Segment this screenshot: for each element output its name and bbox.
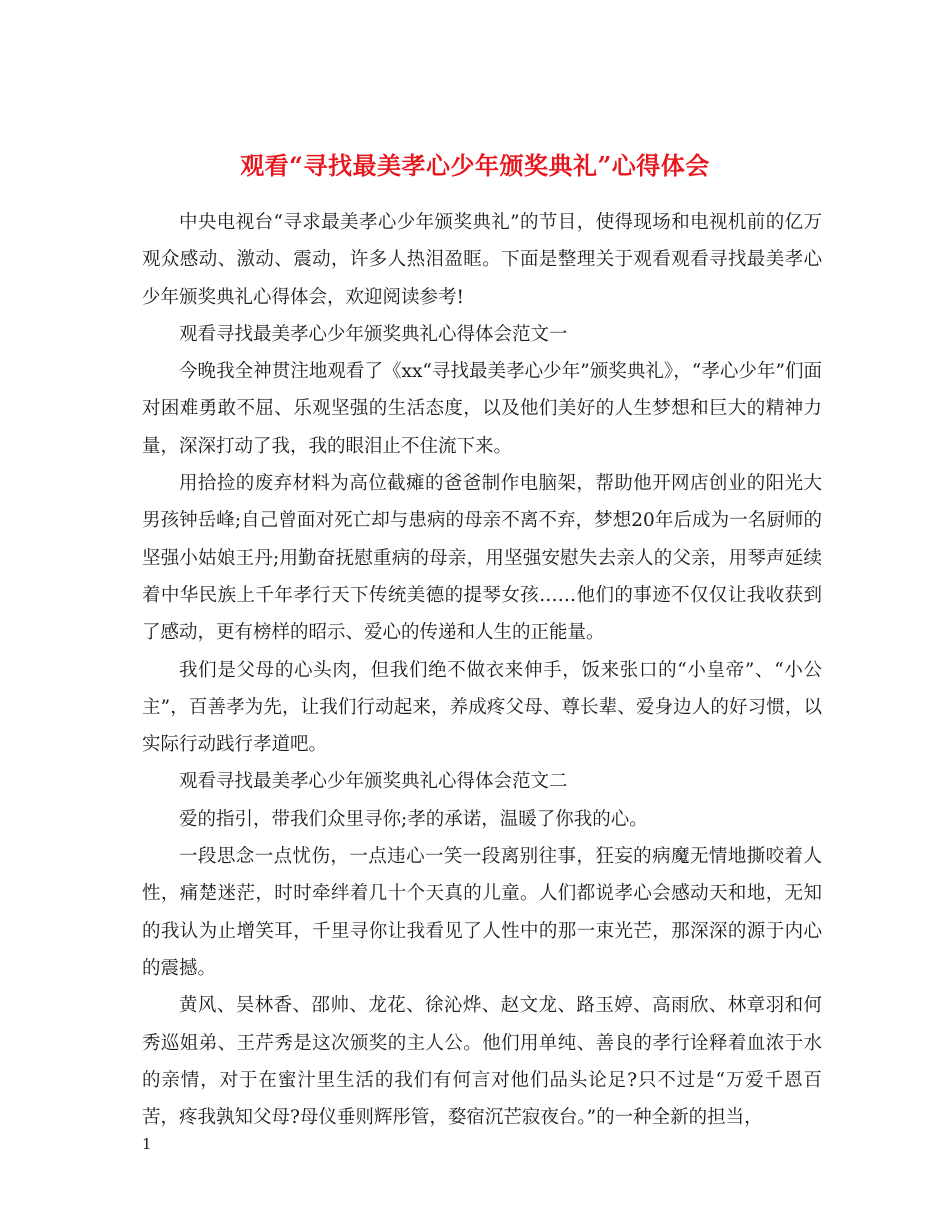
paragraph: 我们是父母的心头肉，但我们绝不做衣来伸手，饭来张口的“小皇帝”、“小公主”，百善孝为先，让我们行动起来，养成疼父母、尊长辈、爱身边人的好习惯，以实际行动践行孝道吧。 — [142, 659, 822, 756]
section-heading-essay-two: 观看寻找最美孝心少年颁奖典礼心得体会范文二 — [179, 771, 568, 793]
paragraph: 爱的指引，带我们众里寻你;孝的承诺，温暖了你我的心。 — [179, 808, 648, 830]
paragraph: 今晚我全神贯注地观看了《xx“寻找最美孝心少年”颁奖典礼》，“孝心少年”们面对困难勇敢不屈、乐观坚强的生活态度，以及他们美好的人生梦想和巨大的精神力量，深深打动了我，我的眼泪止不住流下来。 — [142, 361, 822, 457]
paragraph: 黄风、吴林香、邵帅、龙花、徐沁烨、赵文龙、路玉婷、高雨欣、林章羽和何秀巡姐弟、王芹秀是这次颁奖的主人公。他们用单纯、善良的孝行诠释着血浓于水的亲情，对于在蜜汁里生活的我们有何言对他们品头论足?只不过是“万爱千恩百苦，疼我孰知父母?母仪垂则辉彤管，婺宿沉芒寂夜台。”的一种全新的担当， — [142, 995, 822, 1129]
paragraph-intro: 中央电视台“寻求最美孝心少年颁奖典礼”的节目，使得现场和电视机前的亿万观众感动、激动、震动，许多人热泪盈眶。下面是整理关于观看观看寻找最美孝心少年颁奖典礼心得体会，欢迎阅读参考! — [142, 212, 822, 308]
document-body — [142, 204, 822, 1136]
paragraph: 一段思念一点忧伤，一点违心一笑一段离别往事，狂妄的病魔无情地撕咬着人性，痛楚迷茫，时时牵绊着几十个天真的儿童。人们都说孝心会感动天和地，无知的我认为止增笑耳，千里寻你让我看见了人性中的那一束光芒，那深深的源于内心的震撼。 — [142, 846, 822, 979]
document-title: 观看“寻找最美孝心少年颁奖典礼”心得体会 — [240, 151, 710, 181]
page-number: 1 — [142, 1135, 152, 1153]
paragraph: 用拾捡的废弃材料为高位截瘫的爸爸制作电脑架，帮助他开网店创业的阳光大男孩钟岳峰;自己曾面对死亡却与患病的母亲不离不弃，梦想20年后成为一名厨师的坚强小姑娘王丹;用勤奋抚慰重病的母亲，用坚强安慰失去亲人的父亲，用琴声延续着中华民族上千年孝行天下传统美德的提琴女孩……他们的事迹不仅仅让我收获到了感动，更有榜样的昭示、爱心的传递和人生的正能量。 — [142, 473, 822, 644]
section-heading-essay-one: 观看寻找最美孝心少年颁奖典礼心得体会范文一 — [179, 323, 568, 345]
